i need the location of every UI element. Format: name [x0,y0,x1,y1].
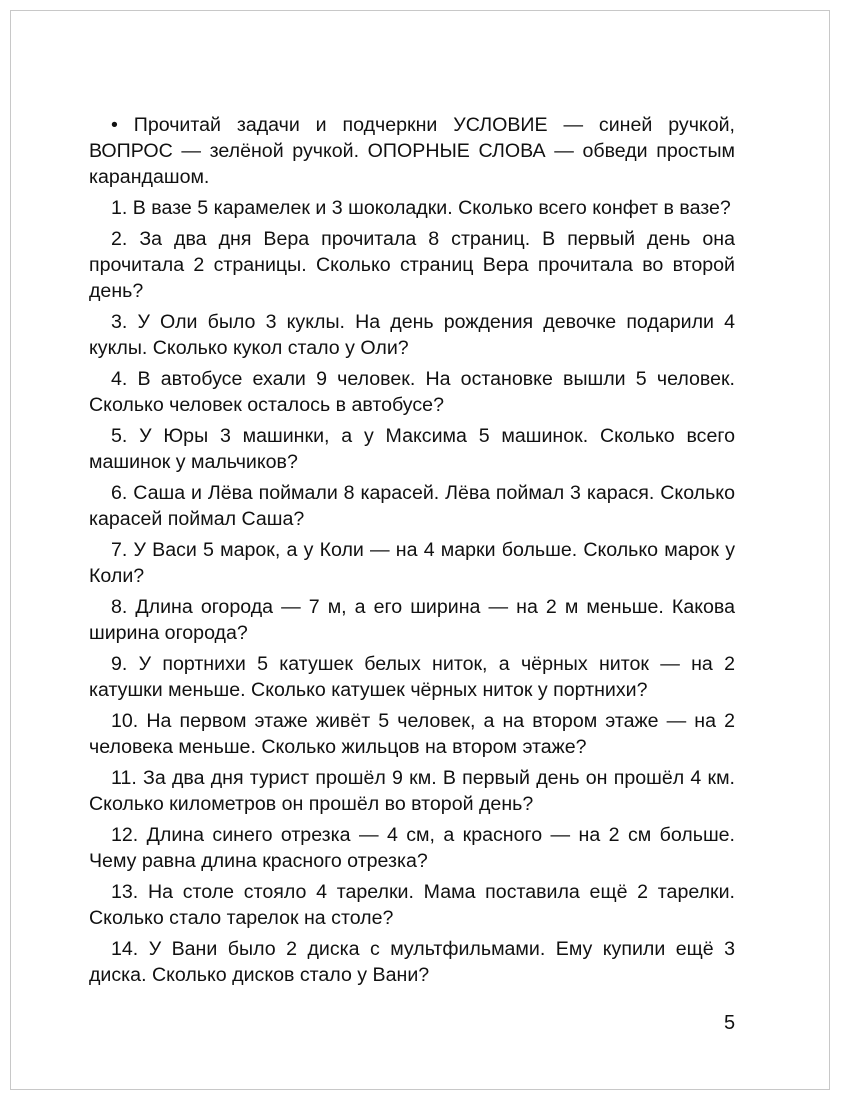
problem-3: 3. У Оли было 3 куклы. На день рождения девочке подарили 4 куклы. Сколько кукол стало у Оли? [89,311,735,359]
page-content [89,112,735,993]
problem-10: 10. На первом этаже живёт 5 человек, а на втором этаже — на 2 человека меньше. Сколько жильцов на втором этаже? [89,710,735,758]
problem-4: 4. В автобусе ехали 9 человек. На остановке вышли 5 человек. Сколько человек осталось в автобусе? [89,368,735,416]
problem-1: 1. В вазе 5 карамелек и 3 шоколадки. Сколько всего конфет в вазе? [111,197,731,219]
page-number: 5 [724,1012,736,1034]
book-page [10,10,830,1090]
problem-11: 11. За два дня турист прошёл 9 км. В первый день он прошёл 4 км. Сколько километров он прошёл во второй день? [89,767,735,815]
problem-14: 14. У Вани было 2 диска с мультфильмами. Ему купили ещё 3 диска. Сколько дисков стало у Вани? [89,938,735,986]
problem-7: 7. У Васи 5 марок, а у Коли — на 4 марки больше. Сколько марок у Коли? [89,539,735,587]
problem-12: 12. Длина синего отрезка — 4 см, а красного — на 2 см больше. Чему равна длина красного отрезка? [89,824,735,872]
problem-6: 6. Саша и Лёва поймали 8 карасей. Лёва поймал 3 карася. Сколько карасей поймал Саша? [89,482,735,530]
problem-13: 13. На столе стояло 4 тарелки. Мама поставила ещё 2 тарелки. Сколько стало тарелок на столе? [89,881,735,929]
problem-8: 8. Длина огорода — 7 м, а его ширина — на 2 м меньше. Какова ширина огорода? [89,596,735,644]
problem-9: 9. У портнихи 5 катушек белых ниток, а чёрных ниток — на 2 катушки меньше. Сколько катушек чёрных ниток у портнихи? [89,653,735,701]
problem-2: 2. За два дня Вера прочитала 8 страниц. В первый день она прочитала 2 страницы. Сколько страниц Вера прочитала во второй день? [89,228,735,302]
instruction-paragraph: • Прочитай задачи и подчеркни УСЛОВИЕ — синей ручкой, ВОПРОС — зелёной ручкой. ОПОРНЫЕ СЛОВА — обведи простым карандашом. [89,114,735,188]
problem-5: 5. У Юры 3 машинки, а у Максима 5 машинок. Сколько всего машинок у мальчиков? [89,425,735,473]
